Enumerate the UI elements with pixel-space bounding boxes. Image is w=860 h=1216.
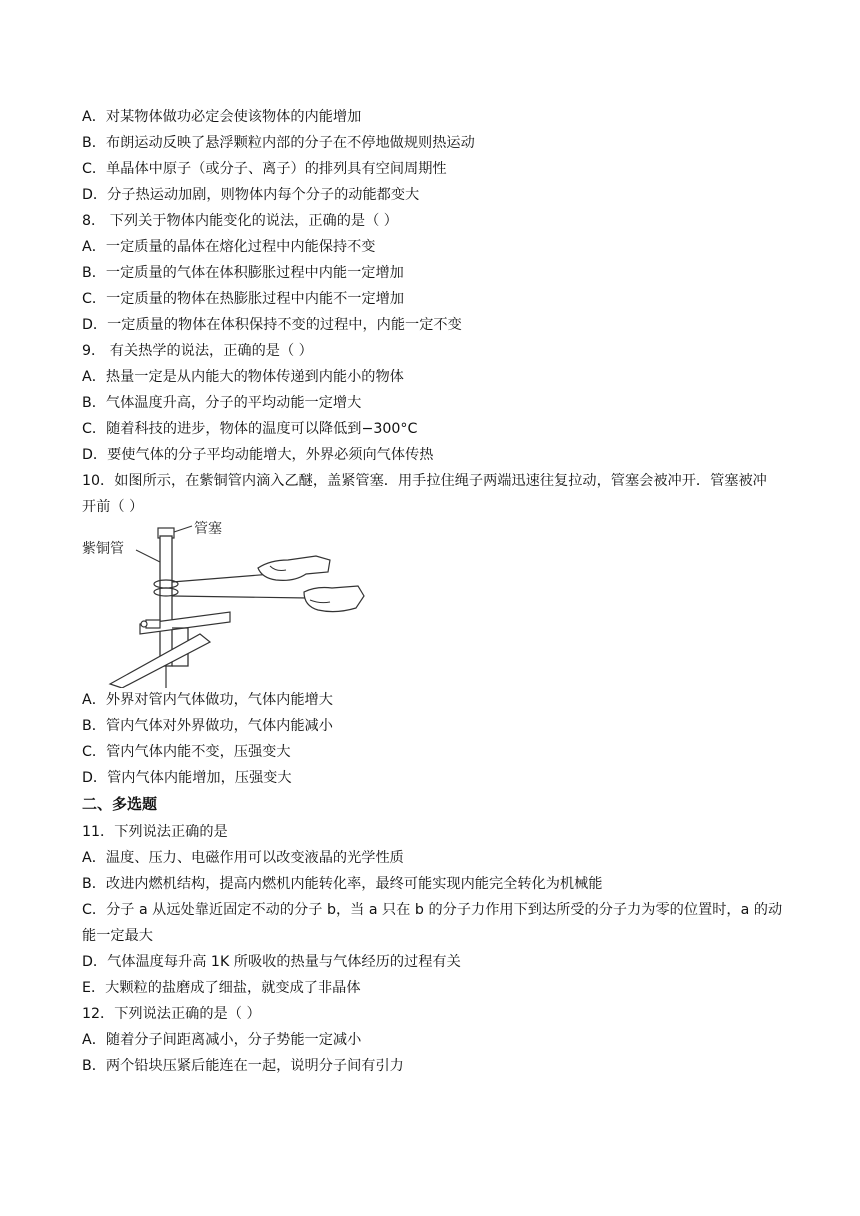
q10-option-a: A．外界对管内气体做功，气体内能增大 [82,692,333,708]
q12-option-a: A．随着分子间距离减小，分子势能一定减小 [82,1032,362,1048]
q11-option-d: D．气体温度每升高 1K 所吸收的热量与气体经历的过程有关 [82,954,461,970]
q11-option-e: E．大颗粒的盐磨成了细盐，就变成了非晶体 [82,980,361,996]
q11-option-c: C．分子 a 从远处靠近固定不动的分子 b，当 a 只在 b 的分子力作用下到达所受的分子力为零的位置时，a 的动 [82,902,783,918]
q8-option-a: A．一定质量的晶体在熔化过程中内能保持不变 [82,239,376,255]
q12-stem: 12．下列说法正确的是（ ） [82,1006,261,1022]
q11-stem: 11．下列说法正确的是 [82,824,228,840]
q8-option-b: B．一定质量的气体在体积膨胀过程中内能一定增加 [82,265,404,281]
q12-option-b: B．两个铅块压紧后能连在一起，说明分子间有引力 [82,1058,404,1074]
plug-label: 管塞 [194,521,222,537]
q11-option-a: A．温度、压力、电磁作用可以改变液晶的光学性质 [82,850,404,866]
q9-stem: 9． 有关热学的说法，正确的是（ ） [82,343,313,359]
copper-tube-figure [80,516,370,688]
section-title-multiple-choice: 二、多选题 [82,795,158,813]
q11-option-c-cont: 能一定最大 [82,928,153,944]
q9-option-b: B．气体温度升高，分子的平均动能一定增大 [82,395,362,411]
q9-option-c: C．随着科技的进步，物体的温度可以降低到−300°C [82,421,418,437]
q7-option-a: A．对某物体做功必定会使该物体的内能增加 [82,109,362,125]
q10-option-c: C．管内气体内能不变，压强变大 [82,744,291,760]
q10-stem-line2: 开前（ ） [82,499,144,515]
q10-stem-line1: 10．如图所示，在紫铜管内滴入乙醚，盖紧管塞．用手拉住绳子两端迅速往复拉动，管塞会被冲开．管塞被冲 [82,473,767,489]
q11-option-b: B．改进内燃机结构，提高内燃机内能转化率，最终可能实现内能完全转化为机械能 [82,876,603,892]
q9-option-d: D．要使气体的分子平均动能增大，外界必须向气体传热 [82,447,434,463]
q7-option-b: B．布朗运动反映了悬浮颗粒内部的分子在不停地做规则热运动 [82,135,475,151]
q7-option-c: C．单晶体中原子（或分子、离子）的排列具有空间周期性 [82,161,447,177]
q8-option-c: C．一定质量的物体在热膨胀过程中内能不一定增加 [82,291,405,307]
q8-stem: 8． 下列关于物体内能变化的说法，正确的是（ ） [82,213,398,229]
q7-option-d: D．分子热运动加剧，则物体内每个分子的动能都变大 [82,187,420,203]
tube-label: 紫铜管 [82,541,124,557]
q10-option-d: D．管内气体内能增加，压强变大 [82,770,292,786]
q10-option-b: B．管内气体对外界做功，气体内能减小 [82,718,333,734]
q9-option-a: A．热量一定是从内能大的物体传递到内能小的物体 [82,369,404,385]
q8-option-d: D．一定质量的物体在体积保持不变的过程中，内能一定不变 [82,317,462,333]
